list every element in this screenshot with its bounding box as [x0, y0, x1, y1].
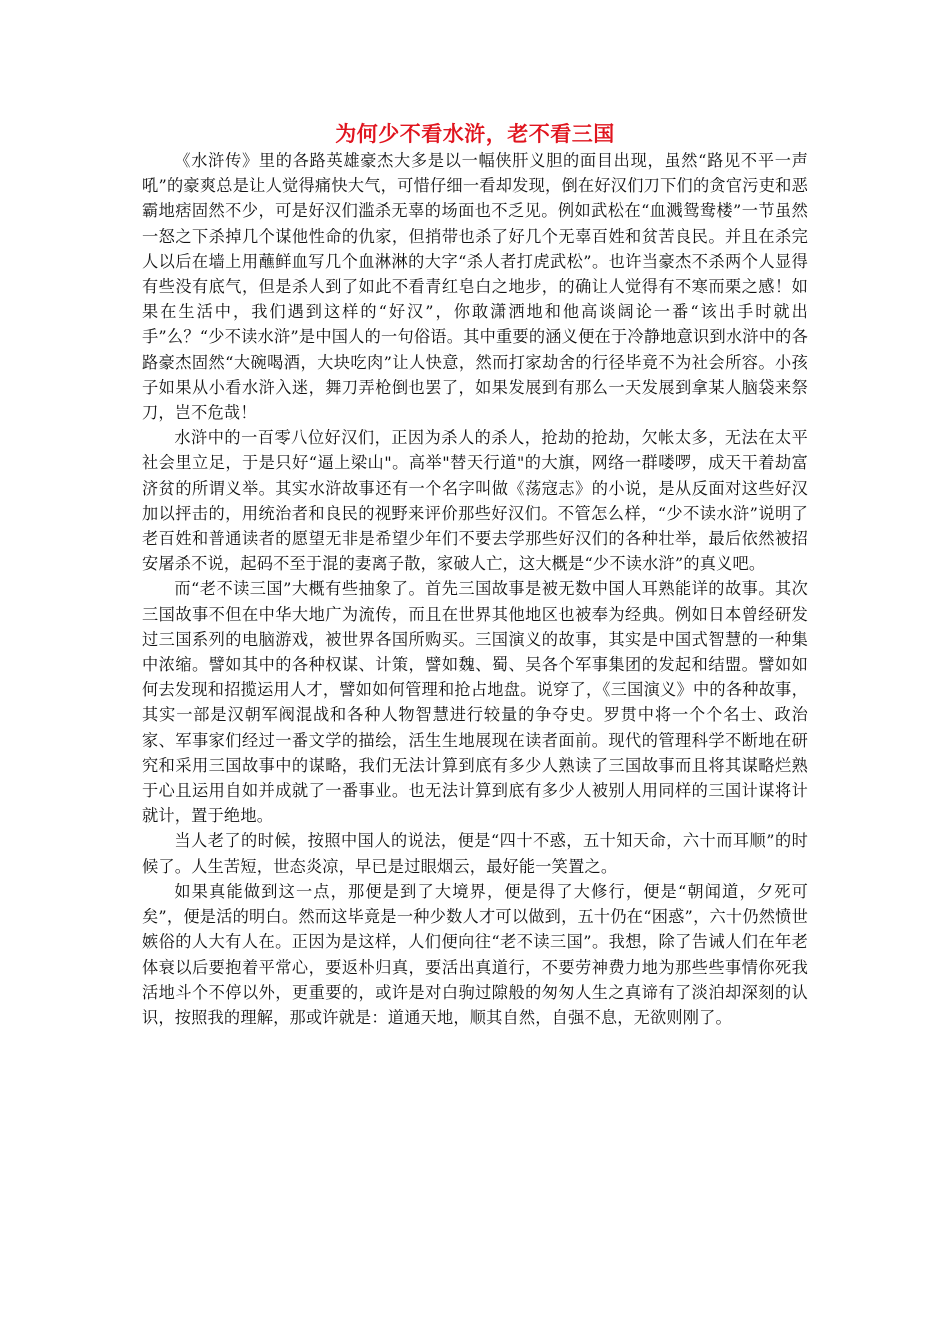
- paragraph-1: 《水浒传》里的各路英雄豪杰大多是以一幅侠肝义胆的面目出现，虽然“路见不平一声吼”的豪爽总是让人觉得痛快大气，可惜仔细一看却发现，倒在好汉们刀下们的贪官污吏和恶霸地痞固然不少，可是好汉们滥杀无辜的场面也不乏见。例如武松在“血溅鸳鸯楼”一节虽然一怒之下杀掉几个谋他性命的仇家，但捎带也杀了好几个无辜百姓和贫苦良民。并且在杀完人以后在墙上用蘸鲜血写几个血淋淋的大字“杀人者打虎武松”。也许当豪杰不杀两个人显得有些没有底气，但是杀人到了如此不看青红皂白之地步，的确让人觉得有不寒而栗之感！如果在生活中，我们遇到这样的“好汉”，你敢潇洒地和他高谈阔论一番“该出手时就出手”么？“少不读水浒”是中国人的一句俗语。其中重要的涵义便在于冷静地意识到水浒中的各路豪杰固然“大碗喝酒，大块吃肉”让人快意，然而打家劫舍的行径毕竟不为社会所容。小孩子如果从小看水浒入迷，舞刀弄枪倒也罢了，如果发展到有那么一天发展到拿某人脑袋来祭刀，岂不危哉！: [142, 151, 808, 423]
- paragraph-3: 而“老不读三国”大概有些抽象了。首先三国故事是被无数中国人耳熟能详的故事。其次三国故事不但在中华大地广为流传，而且在世界其他地区也被奉为经典。例如日本曾经研发过三国系列的电脑游戏，被世界各国所购买。三国演义的故事，其实是中国式智慧的一种集中浓缩。譬如其中的各种权谋、计策，譬如魏、蜀、吴各个军事集团的发起和结盟。譬如如何去发现和招揽运用人才，譬如如何管理和抢占地盘。说穿了，《三国演义》中的各种故事，其实一部是汉朝军阀混战和各种人物智慧进行较量的争夺史。罗贯中将一个个名士、政治家、军事家们经过一番文学的描绘，活生生地展现在读者面前。现代的管理科学不断地在研究和采用三国故事中的谋略，我们无法计算到底有多少人熟读了三国故事而且将其谋略烂熟于心且运用自如并成就了一番事业。也无法计算到底有多少人被别人用同样的三国计谋将计就计，置于绝地。: [142, 579, 808, 826]
- paragraph-4: 当人老了的时候，按照中国人的说法，便是“四十不惑，五十知天命，六十而耳顺”的时候了。人生苦短，世态炎凉，早已是过眼烟云，最好能一笑置之。: [142, 831, 808, 876]
- document-page: [142, 120, 808, 1030]
- paragraph-5: 如果真能做到这一点，那便是到了大境界，便是得了大修行，便是“朝闻道，夕死可矣”，便是活的明白。然而这毕竟是一种少数人才可以做到，五十仍在“困惑”，六十仍然愤世嫉俗的人大有人在。正因为是这样，人们便向往“老不读三国”。我想，除了告诫人们在年老体衰以后要抱着平常心，要返朴归真，要活出真道行，不要劳神费力地为那些些事情你死我活地斗个不停以外，更重要的，或许是对白驹过隙般的匆匆人生之真谛有了淡泊却深刻的认识，按照我的理解，那或许就是：道通天地，顺其自然，自强不息，无欲则刚了。: [142, 881, 808, 1027]
- document-title: 为何少不看水浒，老不看三国: [335, 121, 615, 146]
- paragraph-2: 水浒中的一百零八位好汉们，正因为杀人的杀人，抢劫的抢劫，欠帐太多，无法在太平社会里立足，于是只好“逼上梁山"。高举"替天行道"的大旗，网络一群喽啰，成天干着劫富济贫的所谓义举。其实水浒故事还有一个名字叫做《荡寇志》的小说，是从反面对这些好汉加以抨击的，用统治者和良民的视野来评价那些好汉们。不管怎么样，“少不读水浒”说明了老百姓和普通读者的愿望无非是希望少年们不要去学那些好汉们的各种壮举，最后依然被招安屠杀不说，起码不至于混的妻离子散，家破人亡，这大概是“少不读水浒”的真义吧。: [142, 428, 808, 574]
- document-body: [142, 148, 808, 1030]
